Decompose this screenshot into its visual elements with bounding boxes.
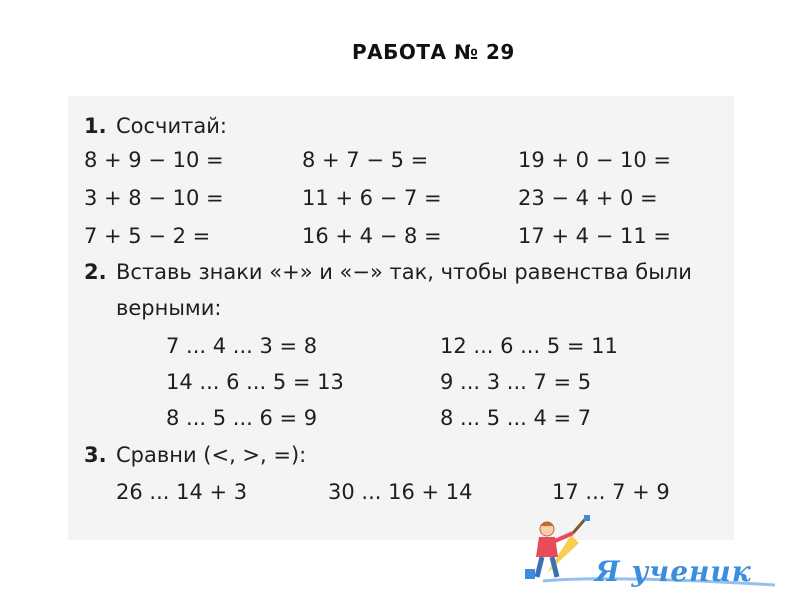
task-1-expression: 3 + 8 − 10 = — [84, 186, 224, 210]
task-3-heading: Сравни (<, >, =): — [116, 443, 307, 467]
task-2-equation: 14 ... 6 ... 5 = 13 — [166, 370, 344, 394]
task-1-heading: Сосчитай: — [116, 114, 227, 138]
task-3-comparison: 30 ... 16 + 14 — [328, 480, 473, 504]
page-title: РАБОТА № 29 — [352, 40, 515, 64]
task-1-expression: 11 + 6 − 7 = — [302, 186, 442, 210]
task-2-equation: 8 ... 5 ... 6 = 9 — [166, 406, 318, 430]
task-1-number: 1. — [84, 114, 107, 138]
watermark-text: Я ученик — [595, 555, 752, 588]
task-1-expression: 19 + 0 − 10 = — [518, 148, 671, 172]
task-1-expression: 23 − 4 + 0 = — [518, 186, 658, 210]
task-1-expression: 16 + 4 − 8 = — [302, 224, 442, 248]
task-1-expression: 8 + 7 − 5 = — [302, 148, 429, 172]
task-1-expression: 17 + 4 − 11 = — [518, 224, 671, 248]
task-3-number: 3. — [84, 443, 107, 467]
task-2-equation: 9 ... 3 ... 7 = 5 — [440, 370, 592, 394]
task-3-comparison: 26 ... 14 + 3 — [116, 480, 248, 504]
task-1-expression: 7 + 5 − 2 = — [84, 224, 211, 248]
task-3-comparison: 17 ... 7 + 9 — [552, 480, 670, 504]
task-2-heading: Вставь знаки «+» и «−» так, чтобы равенства были — [116, 260, 692, 284]
task-2-number: 2. — [84, 260, 107, 284]
task-2-equation: 7 ... 4 ... 3 = 8 — [166, 334, 318, 358]
task-2-heading-continuation: верными: — [116, 296, 222, 320]
task-2-equation: 8 ... 5 ... 4 = 7 — [440, 406, 592, 430]
task-2-equation: 12 ... 6 ... 5 = 11 — [440, 334, 618, 358]
task-1-expression: 8 + 9 − 10 = — [84, 148, 224, 172]
